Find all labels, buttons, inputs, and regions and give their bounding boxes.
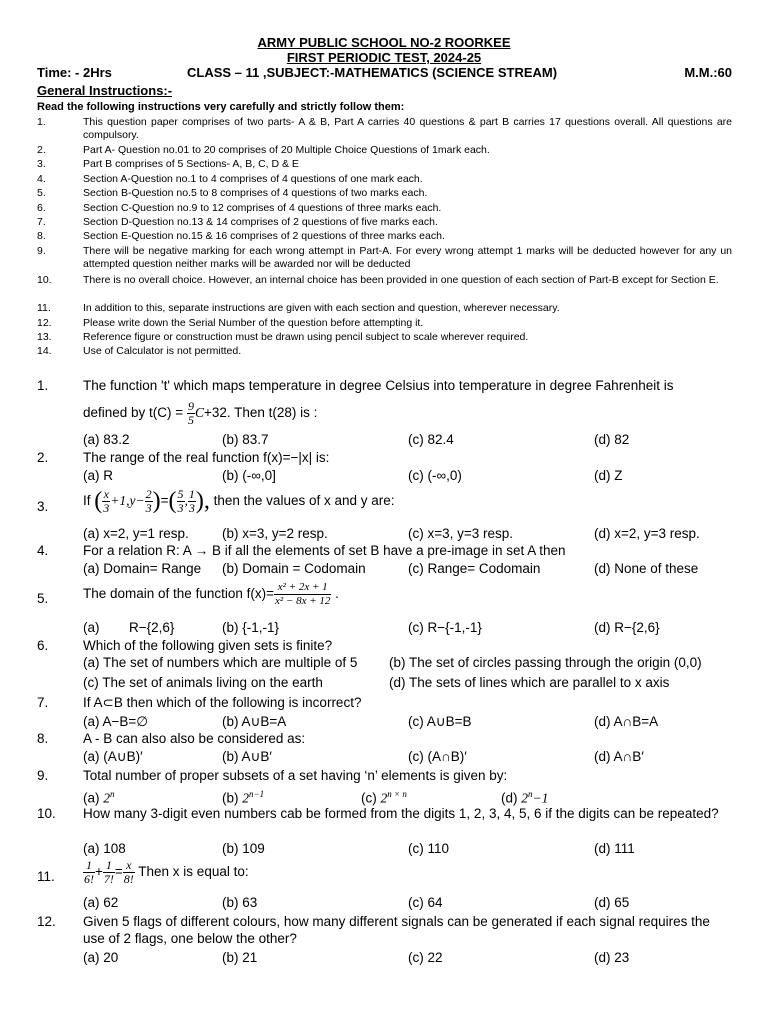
q2-option-b: (b) (-∞,0] bbox=[222, 468, 276, 483]
q3-option-b: (b) x=3, y=2 resp. bbox=[222, 526, 328, 541]
q2-option-a: (a) R bbox=[83, 468, 113, 483]
q6-option-b: (b) The set of circles passing through the origin (0,0) bbox=[389, 655, 702, 670]
q3-option-d: (d) x=2, y=3 resp. bbox=[594, 526, 700, 541]
q9-option-b: (b) $2^{n-1}$ bbox=[222, 789, 265, 806]
q12-option-b: (b) 21 bbox=[222, 950, 258, 965]
q1-option-a: (a) 83.2 bbox=[83, 432, 130, 447]
q2-option-c: (c) (-∞,0) bbox=[408, 468, 462, 483]
q1-option-b: (b) 83.7 bbox=[222, 432, 269, 447]
q6-option-c: (c) The set of animals living on the earth bbox=[83, 675, 323, 690]
q11-option-c: (c) 64 bbox=[408, 895, 443, 910]
q7-option-a: (a) A−B=∅ bbox=[83, 714, 149, 729]
q9-option-a: (a) 2$^n$ bbox=[83, 789, 115, 806]
class-subject: CLASS – 11 ,SUBJECT:-MATHEMATICS (SCIENCE STREAM) bbox=[187, 65, 558, 80]
instruction-item: 1. This question paper comprises of two parts- A & B, Part A carries 40 questions & part B carries 17 questions overall. All questions are compulsory. bbox=[37, 116, 732, 141]
question-10: 10. How many 3-digit even numbers cab be formed from the digits 1, 2, 3, 4, 5, 6 if the digits can be repeated? bbox=[37, 806, 719, 821]
q5-option-c: (c) R−{-1,-1} bbox=[408, 620, 482, 635]
question-3: 3. If ( $\frac{x}{3}$ +1,y− $\frac{2}{3}$ )=( $\frac{5}{3}$ , $\frac{1}{3}$ ), then the values of x and y are: bbox=[37, 487, 395, 515]
question-12: 12. Given 5 flags of different colours, how many different signals can be generated if each signal requires the use of 2 flags, one below the other? bbox=[37, 914, 710, 946]
question-5: 5. The domain of the function f(x)= $\frac{\text{x² + 2x + 1}}{\text{x² − 8x + 12}}$ . bbox=[37, 581, 339, 607]
q11-option-d: (d) 65 bbox=[594, 895, 630, 910]
q9-option-c: (c) $2^{n \times n}$ bbox=[361, 789, 407, 806]
q8-option-c: (c) (A∩B)′ bbox=[408, 749, 467, 764]
question-1-formula-line: defined by t(C) = $\frac{9}{5}$ C+32. Then t(28) is : bbox=[83, 399, 318, 427]
q10-option-a: (a) 108 bbox=[83, 841, 126, 856]
q3-option-a: (a) x=2, y=1 resp. bbox=[83, 526, 189, 541]
q10-option-b: (b) 109 bbox=[222, 841, 265, 856]
exam-time: Time: - 2Hrs bbox=[37, 65, 112, 80]
test-title: FIRST PERIODIC TEST, 2024-25 bbox=[286, 50, 482, 65]
q10-option-d: (d) 111 bbox=[594, 841, 635, 856]
q11-option-a: (a) 62 bbox=[83, 895, 119, 910]
q6-option-d: (d) The sets of lines which are parallel to x axis bbox=[389, 675, 670, 690]
q5-option-a-value: R−{2,6} bbox=[129, 620, 175, 635]
q8-option-d: (d) A∩B′ bbox=[594, 749, 644, 764]
q4-option-c: (c) Range= Codomain bbox=[408, 561, 541, 576]
q12-option-d: (d) 23 bbox=[594, 950, 630, 965]
q7-option-c: (c) A∪B=B bbox=[408, 714, 472, 729]
q8-option-b: (b) A∪B′ bbox=[222, 749, 272, 764]
q4-option-a: (a) Domain= Range bbox=[83, 561, 202, 576]
general-instructions-title: General Instructions:- bbox=[37, 83, 173, 98]
q7-option-d: (d) A∩B=A bbox=[594, 714, 659, 729]
q4-option-b: (b) Domain = Codomain bbox=[222, 561, 366, 576]
q1-option-c: (c) 82.4 bbox=[408, 432, 454, 447]
q9-option-d: (d) $2^n-1$ bbox=[501, 789, 549, 806]
q12-option-c: (c) 22 bbox=[408, 950, 443, 965]
read-instructions-note: Read the following instructions very carefully and strictly follow them: bbox=[37, 101, 405, 113]
q12-option-a: (a) 20 bbox=[83, 950, 119, 965]
q7-option-b: (b) A∪B=A bbox=[222, 714, 287, 729]
exam-page: ARMY PUBLIC SCHOOL NO-2 ROORKEE FIRST PERIODIC TEST, 2024-25 Time: - 2Hrs CLASS – 11 ,SUBJECT:-MATHEMATICS (SCIENCE STREAM) M.M.:60 General Instructions:- Read the following instructions very carefully and strictly follow them: 1. This question paper comprises of two parts- A & B, Part A carries 40 questions & part B carries 17 questions overall. All questions are compulsory. 2. Part A- Question no.01 to 20 comprises of 20 Multiple Choice Questions of 1mark each. 3. Part B comprises of 5 Sections- A, B, C, D & E 4. Section A-Question no.1 to 4 comprises of 4 questions of one mark each. 5. Section B-Question no.5 to 8 comprises of 4 questions of two marks each. 6. Section C-Question no.9 to 12 comprises of 4 questions of three marks each. 7. Section D-Question no.13 & 14 comprises of 2 questions of five marks each. 8. Section E-Question no.15 & 16 comprises of 2 questions of three marks each. 9. There will be negative marking for each wrong attempt in Part-A. For every wrong attempt 1 marks will be deducted however for any un attempted question neither marks will be awarded nor will be deducted 10. There is no overall choice. However, an internal choice has been provided in one question of each section of Part-B except for Section E. 11. In addition to this, separate instructions are given with each section and question, wherever necessary. 12. Please write down the Serial Number of the question before attempting it. 13. Reference figure or construction must be drawn using pencil subject to scale wherever required. 14. Use of Calculator is not permitted. 1. The function 't' which maps temperature in degree Celsius into temperature in degree Fahrenheit is defined by t(C) = $\frac{9}{5}$ C+32. Then t(28) is : (a) 83.2 (b) 83.7 (c) 82.4 (d) 82 2. The range of the real function f(x)=−|x| is: (a) R (b) (-∞,0] (c) (-∞,0) (d) Z 3. If ( $\frac{x}{3}$ +1,y− $\frac{2}{3}$ )=( $\frac{5}{3}$ , $\frac{1}{3}$ ), then the values of x and y are: (a) x=2, y=1 resp. (b) x=3, y=2 resp. (c) x=3, y=3 resp. (d) x=2, y=3 resp. 4. For a relation R: A → B if all the elements of set B have a pre-image in set A then (a) Domain= Range (b) Domain = Codomain (c) Range= Codomain (d) None of these 5. The domain of the function f(x)= $\frac{\text{x² + 2x + 1}}{\text{x² − 8x + 12}}$ . (a) R−{2,6} (b) {-1,-1} (c) R−{-1,-1} (d) R−{2,6} 6. Which of the following given sets is finite? (a) The set of numbers which are multiple of 5 (b) The set of circles passing through the origin (0,0) (c) The set of animals living on the earth (d) The sets of lines which are parallel to x axis 7. If A⊂B then which of the following is incorrect? (a) A−B=∅ (b) A∪B=A (c) A∪B=B (d) A∩B=A 8. A - B can also also be considered as: (a) (A∪B)′ (b) A∪B′ (c) (A∩B)′ (d) A∩B′ 9. Total number of proper subsets of a set having ‘n’ elements is given by: (a) 2$^n$ (b) $2^{n-1}$ (c) $2^{n \times n}$ (d) $2^n-1$ 10. How many 3-digit even numbers cab be formed from the digits 1, 2, 3, 4, 5, 6 if the digits can be repeated? (a) 108 (b) 109 (c) 110 (d) 111 11. $\frac{1}{6!}$ + $\frac{1}{7!}$ = $\frac{x}{8!}$ Then x is equal to: (a) 62 (b) 63 (c) 64 (d) 65 12. Given 5 flags of different colours, how many different signals can be generated if each signal requires the use of 2 flags, one below the other? (a) 20 (b) 21 (c) 22 (d) 23 bbox=[0, 0, 768, 1024]
q11-option-b: (b) 63 bbox=[222, 895, 258, 910]
school-name: ARMY PUBLIC SCHOOL NO-2 ROORKEE bbox=[257, 35, 511, 50]
q1-option-d: (d) 82 bbox=[594, 432, 630, 447]
q10-option-c: (c) 110 bbox=[408, 841, 450, 856]
q5-option-b: (b) {-1,-1} bbox=[222, 620, 280, 635]
q8-option-a: (a) (A∪B)′ bbox=[83, 749, 143, 764]
q5-option-d: (d) R−{2,6} bbox=[594, 620, 660, 635]
q4-option-d: (d) None of these bbox=[594, 561, 699, 576]
q3-option-c: (c) x=3, y=3 resp. bbox=[408, 526, 514, 541]
q5-option-a: (a) bbox=[83, 620, 100, 635]
exam-meta-line bbox=[37, 65, 732, 80]
q6-option-a: (a) The set of numbers which are multiple of 5 bbox=[83, 655, 358, 670]
question-11: 11. $\frac{1}{6!}$ + $\frac{1}{7!}$ = $\frac{x}{8!}$ Then x is equal to: bbox=[37, 858, 249, 886]
q2-option-d: (d) Z bbox=[594, 468, 623, 483]
max-marks: M.M.:60 bbox=[684, 65, 732, 80]
